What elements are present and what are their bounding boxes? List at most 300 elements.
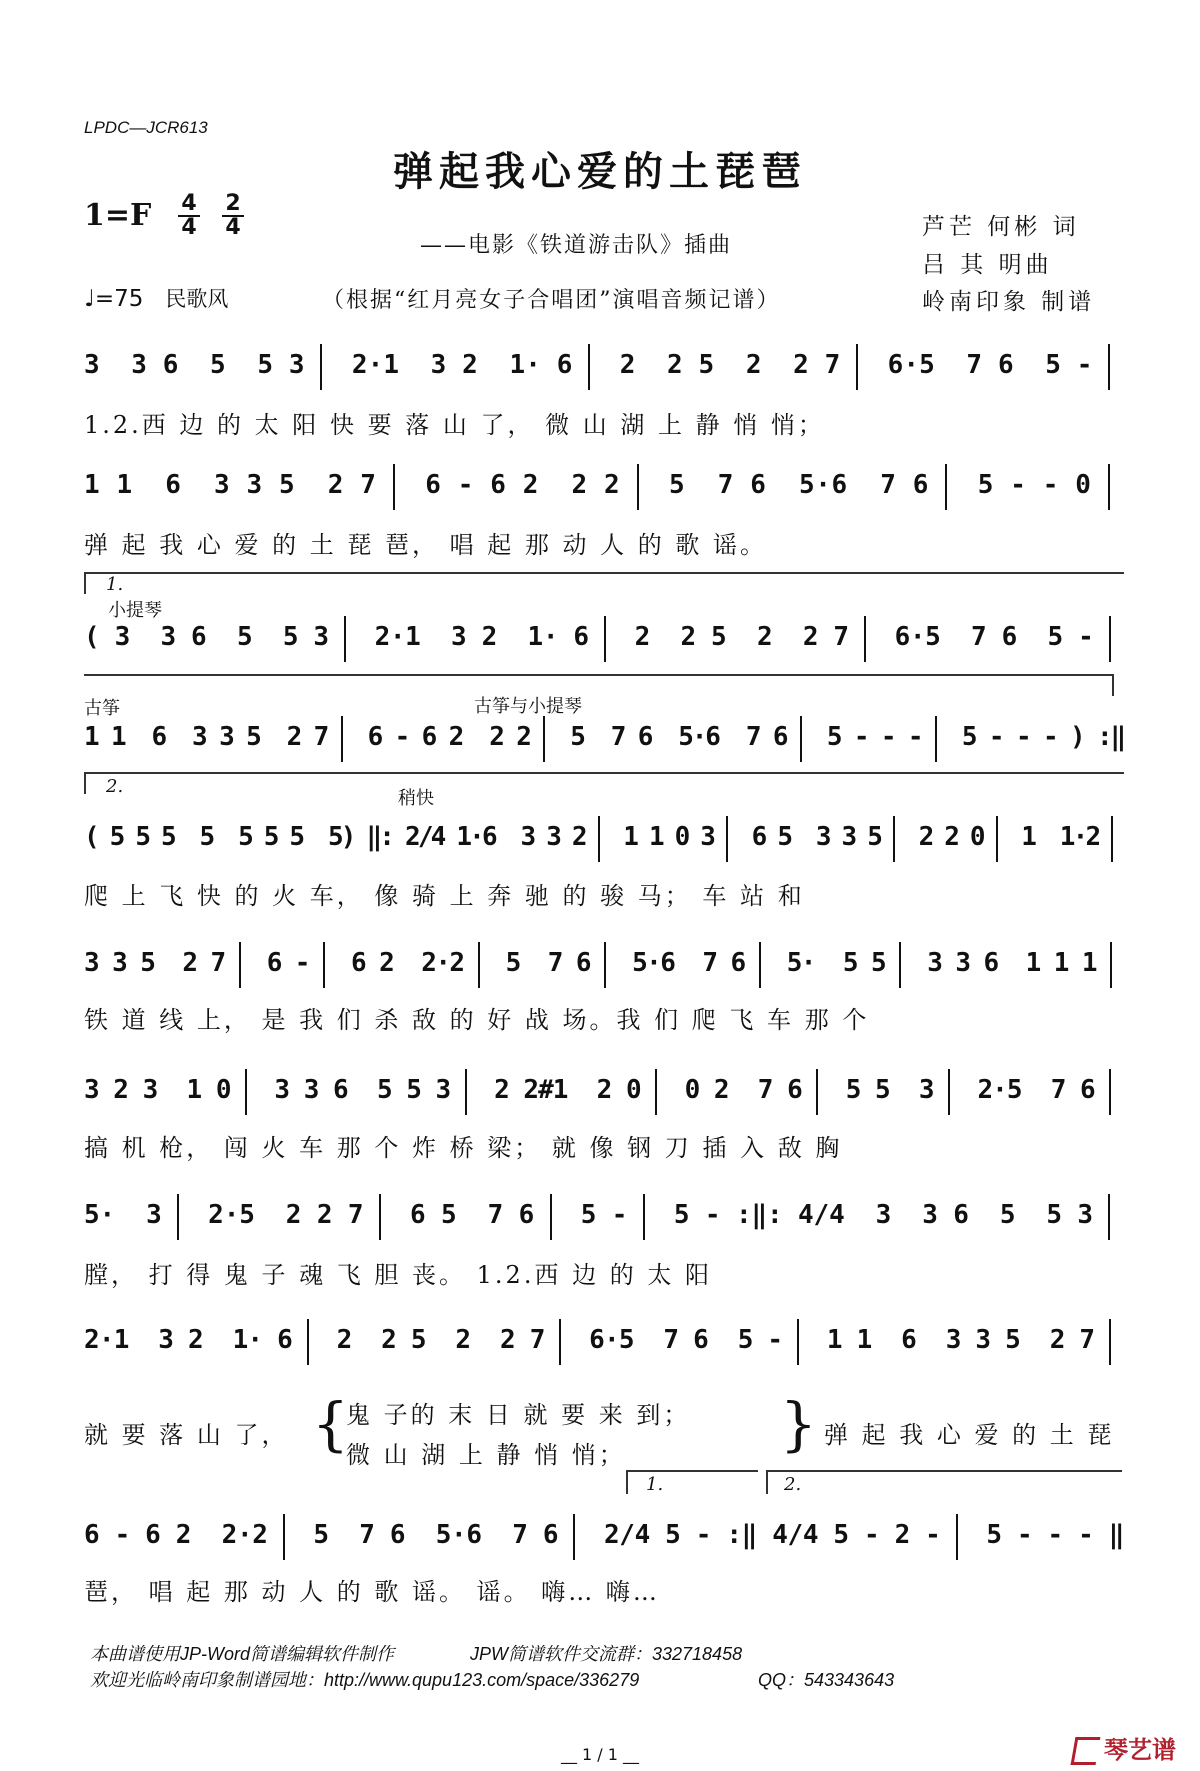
note: 2: [745, 350, 762, 380]
barline: [1108, 1194, 1110, 1240]
note: 2: [756, 622, 773, 652]
barline: [759, 942, 761, 988]
note: 2: [713, 1075, 730, 1105]
note: 5: [282, 622, 299, 652]
note: 2: [1085, 822, 1102, 852]
note: 2: [977, 1075, 994, 1105]
note: 5: [618, 1325, 635, 1355]
barline: [604, 942, 606, 988]
barline: [800, 716, 802, 762]
note: 7: [210, 948, 227, 978]
notation-symbol: ·: [646, 948, 662, 978]
note: 1: [648, 822, 665, 852]
barline: [1111, 816, 1113, 862]
note: 5: [570, 722, 586, 752]
note: 1: [826, 1325, 843, 1355]
barline: [573, 1514, 575, 1560]
key-signature: 1=F: [84, 198, 152, 233]
ending-1-label: 1.: [106, 574, 124, 595]
guzheng-label: 古筝: [84, 698, 120, 719]
notation-symbol: /: [619, 1520, 635, 1550]
notation-symbol: ·: [800, 948, 817, 978]
barline: [893, 816, 895, 862]
note: 3: [945, 1325, 962, 1355]
note: 7: [512, 1520, 528, 1550]
note: 5: [777, 822, 793, 852]
notation-symbol: ): [340, 822, 357, 852]
note: 2: [481, 622, 498, 652]
ending-bracket-1: [84, 572, 1124, 574]
note: 3: [160, 622, 177, 652]
note: 5: [263, 822, 280, 852]
note: 1: [456, 822, 472, 852]
note: 6: [705, 722, 721, 752]
note: 4: [430, 822, 447, 852]
notation-symbol: -: [1047, 1520, 1064, 1550]
footer-software: 本曲谱使用JP-Word简谱编辑软件制作: [90, 1644, 395, 1664]
note: 7: [610, 722, 627, 752]
notation-symbol: -: [704, 1200, 721, 1230]
notation-symbol: -: [1078, 622, 1094, 652]
final-ending-2: [766, 1470, 1122, 1472]
note: 5: [867, 822, 883, 852]
barline: [816, 1069, 818, 1115]
note: 3: [192, 722, 208, 752]
notation-symbol: /: [813, 1200, 830, 1230]
notation-symbol: ‖: [1108, 1520, 1125, 1550]
final-ending-1-edge: [626, 1470, 628, 1494]
note: 6: [983, 948, 1000, 978]
note: 2: [327, 470, 344, 500]
notation-symbol: ·: [909, 622, 926, 652]
note: 1: [856, 1325, 873, 1355]
note: 7: [1050, 1075, 1067, 1105]
barline: [323, 942, 325, 988]
song-title: 弹起我心爱的土琵琶: [393, 148, 807, 195]
note: 0: [625, 1075, 642, 1105]
note: 5: [698, 350, 715, 380]
barline: [956, 1514, 958, 1560]
note: 5: [786, 948, 803, 978]
note: 5: [327, 822, 344, 852]
note: 4: [798, 1200, 814, 1230]
note: 5: [238, 822, 254, 852]
notation-symbol: ·: [435, 948, 451, 978]
note: 1: [111, 722, 127, 752]
barline: [239, 942, 241, 988]
note: 5: [135, 822, 151, 852]
note: 2: [604, 470, 620, 500]
notation-line-4: [84, 722, 1127, 772]
note: 5: [737, 1325, 754, 1355]
note: 5: [826, 722, 843, 752]
barline: [1110, 942, 1112, 988]
note: 2: [188, 1325, 204, 1355]
barline: [341, 716, 343, 762]
notation-symbol: :: [379, 822, 395, 852]
note: 7: [702, 948, 719, 978]
barline: [320, 344, 322, 390]
note: 6: [730, 948, 747, 978]
note: 2: [448, 722, 465, 752]
note: 6: [277, 1325, 293, 1355]
note: 6: [351, 948, 367, 978]
note: 5: [977, 470, 994, 500]
barline: [344, 616, 346, 662]
note: 3: [546, 822, 562, 852]
time-signature-4-4: $\frac{4}{4}$: [178, 193, 200, 239]
arranger-credit: 岭南印象 制谱: [922, 289, 1096, 315]
notation-symbol: -: [925, 1520, 941, 1550]
note: 5: [410, 1325, 427, 1355]
note: 6: [693, 1325, 709, 1355]
notation-line-10: [84, 1520, 1124, 1570]
note: 3: [435, 1075, 452, 1105]
notation-symbol: -: [1042, 470, 1059, 500]
note: 6: [660, 948, 676, 978]
notation-symbol: ·: [815, 470, 831, 500]
notation-symbol: -: [1042, 722, 1059, 752]
notation-symbol: -: [695, 1520, 712, 1550]
note: 3: [303, 1075, 320, 1105]
note: 2: [379, 948, 395, 978]
barline: [283, 1514, 285, 1560]
note: 1: [1025, 948, 1042, 978]
note: 5: [833, 1520, 850, 1550]
note: 3: [975, 1325, 992, 1355]
violin-label: 小提琴: [108, 600, 162, 621]
note: 5: [799, 470, 815, 500]
guzheng-violin-label: 古筝与小提琴: [474, 696, 582, 717]
note: 4: [634, 1520, 651, 1550]
note: 6: [145, 1520, 161, 1550]
note: 3: [927, 948, 943, 978]
note: 2: [619, 350, 636, 380]
instrument-bracket: [84, 674, 1114, 676]
note: 7: [347, 1200, 364, 1230]
note: 7: [359, 1520, 375, 1550]
barline: [1108, 464, 1110, 510]
note: 2: [489, 722, 505, 752]
note: 0: [1075, 470, 1091, 500]
notation-line-7: [84, 1075, 1124, 1125]
notation-symbol: ·: [1072, 822, 1089, 852]
note: 7: [824, 350, 841, 380]
note: 6: [389, 1520, 406, 1550]
note: 1: [84, 470, 100, 500]
note: 3: [158, 1325, 174, 1355]
note: 6: [1080, 1075, 1096, 1105]
note: 2: [113, 1075, 129, 1105]
note: 1: [84, 722, 100, 752]
note: 7: [313, 722, 330, 752]
note: 7: [717, 470, 734, 500]
note: 1: [1059, 822, 1076, 852]
footer-website: 欢迎光临岭南印象制谱园地：http://www.qupu123.com/space/336279: [90, 1670, 640, 1690]
note: 2: [634, 622, 651, 652]
note: 6: [887, 350, 904, 380]
notation-symbol: -: [1015, 722, 1032, 752]
note: 1: [116, 470, 133, 500]
barline: [655, 1069, 657, 1115]
final-ending-1-label: 1.: [646, 1474, 664, 1495]
notation-symbol: -: [294, 948, 311, 978]
barline: [899, 942, 901, 988]
barline: [478, 942, 480, 988]
note: 5: [986, 1520, 1002, 1550]
note: 5: [842, 948, 859, 978]
barline: [1109, 1319, 1111, 1365]
note: 2: [182, 948, 199, 978]
note: 1: [552, 1075, 569, 1105]
lyricist-credit: 芦芒 何彬 词: [922, 214, 1080, 240]
note: 2: [571, 470, 588, 500]
note: 5: [406, 1075, 422, 1105]
note: 7: [971, 622, 987, 652]
notation-line-5: [84, 822, 1124, 872]
note: 6: [84, 1520, 100, 1550]
footer-qq: QQ：543343643: [758, 1670, 895, 1690]
note: 5: [140, 948, 156, 978]
note: 4: [802, 1520, 819, 1550]
barline: [550, 1194, 552, 1240]
note: 3: [918, 1075, 935, 1105]
note: 1: [1081, 948, 1098, 978]
notation-symbol: /: [417, 822, 434, 852]
note: 3: [84, 1075, 100, 1105]
note: 5: [871, 948, 887, 978]
notation-line-2: [84, 470, 1124, 520]
note: 2: [316, 1200, 333, 1230]
note: 3: [146, 1200, 162, 1230]
notation-symbol: -: [394, 722, 411, 752]
note: 6: [425, 470, 441, 500]
barline: [604, 616, 606, 662]
notation-symbol: -: [611, 1200, 628, 1230]
note: 6: [901, 1325, 917, 1355]
note: 7: [487, 1200, 504, 1230]
notation-symbol: :: [735, 1200, 752, 1230]
note: 1: [527, 622, 544, 652]
note: 5: [1046, 1200, 1063, 1230]
notation-symbol: ‖: [366, 822, 383, 852]
notation-symbol: ·: [604, 1325, 620, 1355]
note: 3: [84, 350, 100, 380]
barline: [797, 1319, 799, 1365]
note: 2: [421, 948, 437, 978]
note: 3: [922, 1200, 938, 1230]
note: 6: [573, 622, 590, 652]
site-logo[interactable]: 琴艺谱: [1073, 1730, 1176, 1765]
notation-symbol: :: [1096, 722, 1113, 752]
notation-line-6: [84, 948, 1124, 998]
barline: [307, 1319, 309, 1365]
note: 3: [131, 350, 147, 380]
barline: [856, 344, 858, 390]
note: 1: [186, 1075, 203, 1105]
note: 5: [109, 822, 126, 852]
note: 7: [547, 948, 564, 978]
note: 2: [208, 1200, 224, 1230]
notation-symbol: ·: [542, 622, 559, 652]
notation-symbol: -: [767, 1325, 784, 1355]
note: 6: [165, 470, 181, 500]
notation-symbol: ·: [367, 350, 384, 380]
note: 1: [1021, 822, 1037, 852]
note: 1: [1053, 948, 1070, 978]
note: 2: [449, 948, 466, 978]
note: 5: [435, 1520, 452, 1550]
note: 5: [505, 948, 522, 978]
note: 4: [829, 1200, 845, 1230]
note: 2: [802, 622, 819, 652]
barline: [637, 464, 639, 510]
note: 2: [894, 1520, 911, 1550]
note: 7: [833, 622, 850, 652]
notation-symbol: -: [880, 722, 897, 752]
note: 6: [997, 350, 1014, 380]
note: 5: [999, 1200, 1016, 1230]
note: 6: [751, 822, 768, 852]
barline: [588, 344, 590, 390]
notation-symbol: -: [1078, 1520, 1094, 1550]
note: 5: [257, 350, 273, 380]
notation-symbol: (: [84, 822, 100, 852]
barline: [177, 1194, 179, 1240]
notation-symbol: ·: [247, 1325, 264, 1355]
subtitle: ——电影《铁道游击队》插曲: [420, 233, 733, 258]
note: 2: [252, 1520, 268, 1550]
notation-symbol: (: [84, 622, 100, 652]
note: 7: [529, 1325, 546, 1355]
note: 3: [1077, 1200, 1094, 1230]
note: 2: [500, 1325, 516, 1355]
note: 0: [969, 822, 986, 852]
barline: [864, 616, 866, 662]
note: 2: [455, 1325, 472, 1355]
note: 3: [430, 350, 447, 380]
notation-symbol: ·: [691, 722, 708, 752]
barline: [245, 1069, 247, 1115]
ending-bracket-1-edge: [84, 572, 86, 594]
note: 3: [700, 822, 716, 852]
note: 3: [274, 1075, 291, 1105]
notation-symbol: ·: [98, 1325, 115, 1355]
composer-credit: 吕 其 明曲: [922, 252, 1053, 278]
note: 6: [556, 350, 573, 380]
final-ending-1: [626, 1470, 758, 1472]
note: 2: [404, 822, 421, 852]
tempo-mark: ♩=75 民歌风: [84, 286, 229, 312]
notation-line-8: [84, 1200, 1124, 1250]
note: 5: [845, 1075, 862, 1105]
note: 5: [246, 722, 262, 752]
note: 2: [516, 722, 532, 752]
barline: [379, 1194, 381, 1240]
note: 6: [333, 1075, 349, 1105]
notation-symbol: ‖: [741, 1520, 758, 1550]
note: 7: [880, 470, 896, 500]
note: 5: [678, 722, 694, 752]
note: 1: [509, 350, 526, 380]
ending-2-label: 2.: [106, 776, 124, 797]
note: 1: [623, 822, 639, 852]
note: 5: [874, 1075, 891, 1105]
note: 1: [113, 1325, 130, 1355]
barline: [935, 716, 937, 762]
barline: [393, 464, 395, 510]
note: 3: [451, 622, 467, 652]
note: 2: [221, 1520, 238, 1550]
note: 6: [162, 350, 179, 380]
note: 5: [673, 1200, 690, 1230]
note: 5: [84, 1200, 100, 1230]
note: 5: [580, 1200, 597, 1230]
note: 2: [793, 350, 809, 380]
barline: [726, 816, 728, 862]
note: 2: [494, 1075, 510, 1105]
notation-symbol: ·: [992, 1075, 1008, 1105]
notation-symbol: ·: [525, 350, 541, 380]
note: 1: [232, 1325, 249, 1355]
note: 5: [313, 1520, 330, 1550]
notation-symbol: -: [457, 470, 474, 500]
note: 0: [215, 1075, 232, 1105]
notation-symbol: -: [853, 722, 870, 752]
notation-symbol: -: [864, 1520, 880, 1550]
note: 2: [175, 1520, 192, 1550]
note: 6: [894, 622, 911, 652]
barline: [948, 1069, 950, 1115]
note: 2: [596, 1075, 613, 1105]
barline: [1109, 616, 1111, 662]
notation-symbol: ·: [903, 350, 920, 380]
note: 6: [421, 722, 438, 752]
transcription-source: （根据“红月亮女子合唱团”演唱音频记谱）: [322, 288, 781, 313]
note: 5: [236, 622, 253, 652]
barline: [543, 716, 545, 762]
note: 6: [542, 1520, 559, 1550]
note: 3: [114, 622, 131, 652]
note: 6: [953, 1200, 969, 1230]
note: 2: [336, 1325, 353, 1355]
note: 2: [523, 1075, 540, 1105]
footer-group: JPW简谱软件交流群：332718458: [470, 1644, 743, 1664]
note: 5: [925, 622, 941, 652]
notation-symbol: ·: [469, 822, 485, 852]
note: 4: [772, 1520, 788, 1550]
ending-bracket-2: [84, 772, 1124, 774]
note: 2: [351, 350, 368, 380]
note: 6: [409, 1200, 426, 1230]
notation-symbol: :: [766, 1200, 783, 1230]
note: 3: [955, 948, 971, 978]
barline: [1108, 344, 1110, 390]
notation-symbol: ‖: [751, 1200, 768, 1230]
barline: [465, 1069, 467, 1115]
note: 2: [604, 1520, 620, 1550]
notation-symbol: ·: [389, 622, 406, 652]
notation-symbol: -: [1010, 470, 1026, 500]
final-ending-2-edge: [766, 1470, 768, 1494]
score-code: LPDC—JCR613: [84, 118, 208, 137]
note: 5: [1005, 1325, 1021, 1355]
note: 5: [1045, 350, 1061, 380]
note: 3: [142, 1075, 159, 1105]
notation-symbol: ·: [223, 1200, 240, 1230]
note: 3: [84, 948, 100, 978]
note: 2: [522, 470, 539, 500]
